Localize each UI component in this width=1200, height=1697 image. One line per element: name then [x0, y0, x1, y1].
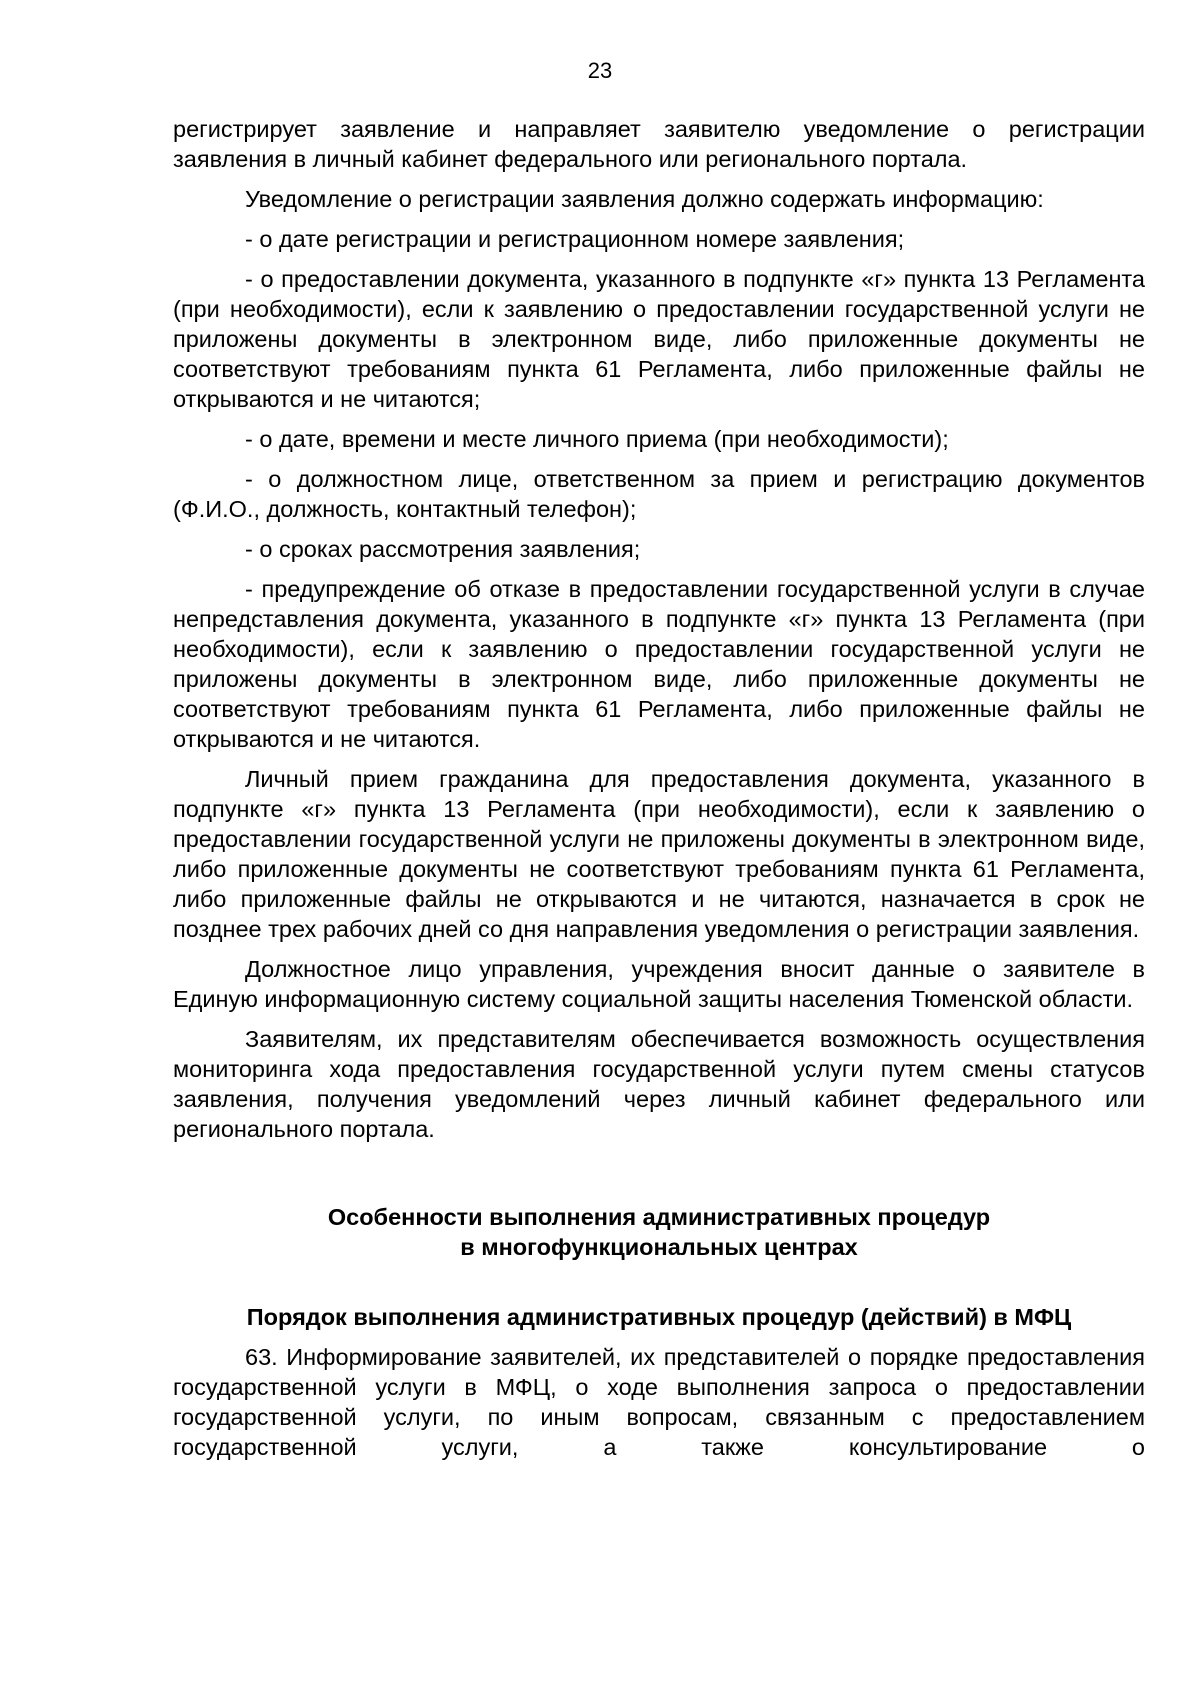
list-item-registration-date: - о дате регистрации и регистрационном номере заявления; — [245, 226, 905, 252]
document-body — [173, 114, 1145, 1472]
section-title — [173, 1202, 1145, 1262]
subsection-title: Порядок выполнения административных процедур (действий) в МФЦ — [246, 1304, 1072, 1330]
section-spacer — [173, 1154, 1145, 1202]
paragraph-official-enters-data: Должностное лицо управления, учреждения вносит данные о заявителе в Единую информационную систему социальной защиты населения Тюменской области. — [173, 956, 1145, 1012]
list-item-refusal-warning: - предупреждение об отказе в предоставлении государственной услуги в случае непредставления документа, указанного в подпункте «г» пункта 13 Регламента (при необходимости), если к заявлению о предоставлении государственной услуги не приложены документы в электронном виде, либо приложенные документы не соответствуют требованиям пункта 61 Регламента, либо приложенные файлы не открываются и не читаются. — [173, 576, 1145, 752]
paragraph-monitoring: Заявителям, их представителям обеспечивается возможность осуществления мониторинга хода предоставления государственной услуги путем смены статусов заявления, получения уведомлений через личный кабинет федерального или регионального портала. — [173, 1026, 1145, 1142]
paragraph-notification-intro: Уведомление о регистрации заявления должно содержать информацию: — [245, 186, 1044, 212]
list-item-personal-reception: - о дате, времени и месте личного приема (при необходимости); — [245, 426, 949, 452]
page-number: 23 — [587, 58, 613, 83]
list-item-responsible-official: - о должностном лице, ответственном за прием и регистрацию документов (Ф.И.О., должность, контактный телефон); — [173, 466, 1145, 522]
paragraph-63: 63. Информирование заявителей, их представителей о порядке предоставления государственной услуги в МФЦ, о ходе выполнения запроса о предоставлении государственной услуги, по иным вопросам, связанным с предоставлением государственной услуги, а также консультирование о — [173, 1344, 1145, 1460]
paragraph-registration-continuation: регистрирует заявление и направляет заявителю уведомление о регистрации заявления в личный кабинет федерального или регионального портала. — [173, 116, 1145, 172]
list-item-document-provision: - о предоставлении документа, указанного в подпункте «г» пункта 13 Регламента (при необходимости), если к заявлению о предоставлении государственной услуги не приложены документы в электронном виде, либо приложенные документы не соответствуют требованиям пункта 61 Регламента, либо приложенные файлы не открываются и не читаются; — [173, 266, 1145, 412]
section-title-line-1: Особенности выполнения административных процедур — [327, 1204, 991, 1230]
list-item-review-terms: - о сроках рассмотрения заявления; — [245, 536, 641, 562]
section-title-line-2: в многофункциональных центрах — [460, 1234, 858, 1260]
paragraph-personal-reception: Личный прием гражданина для предоставления документа, указанного в подпункте «г» пункта 13 Регламента (при необходимости), если к заявлению о предоставлении государственной услуги не приложены документы в электронном виде, либо приложенные документы не соответствуют требованиям пункта 61 Регламента, либо приложенные файлы не открываются и не читаются, назначается в срок не позднее трех рабочих дней со дня направления уведомления о регистрации заявления. — [173, 766, 1145, 942]
subsection-spacer — [173, 1262, 1145, 1302]
